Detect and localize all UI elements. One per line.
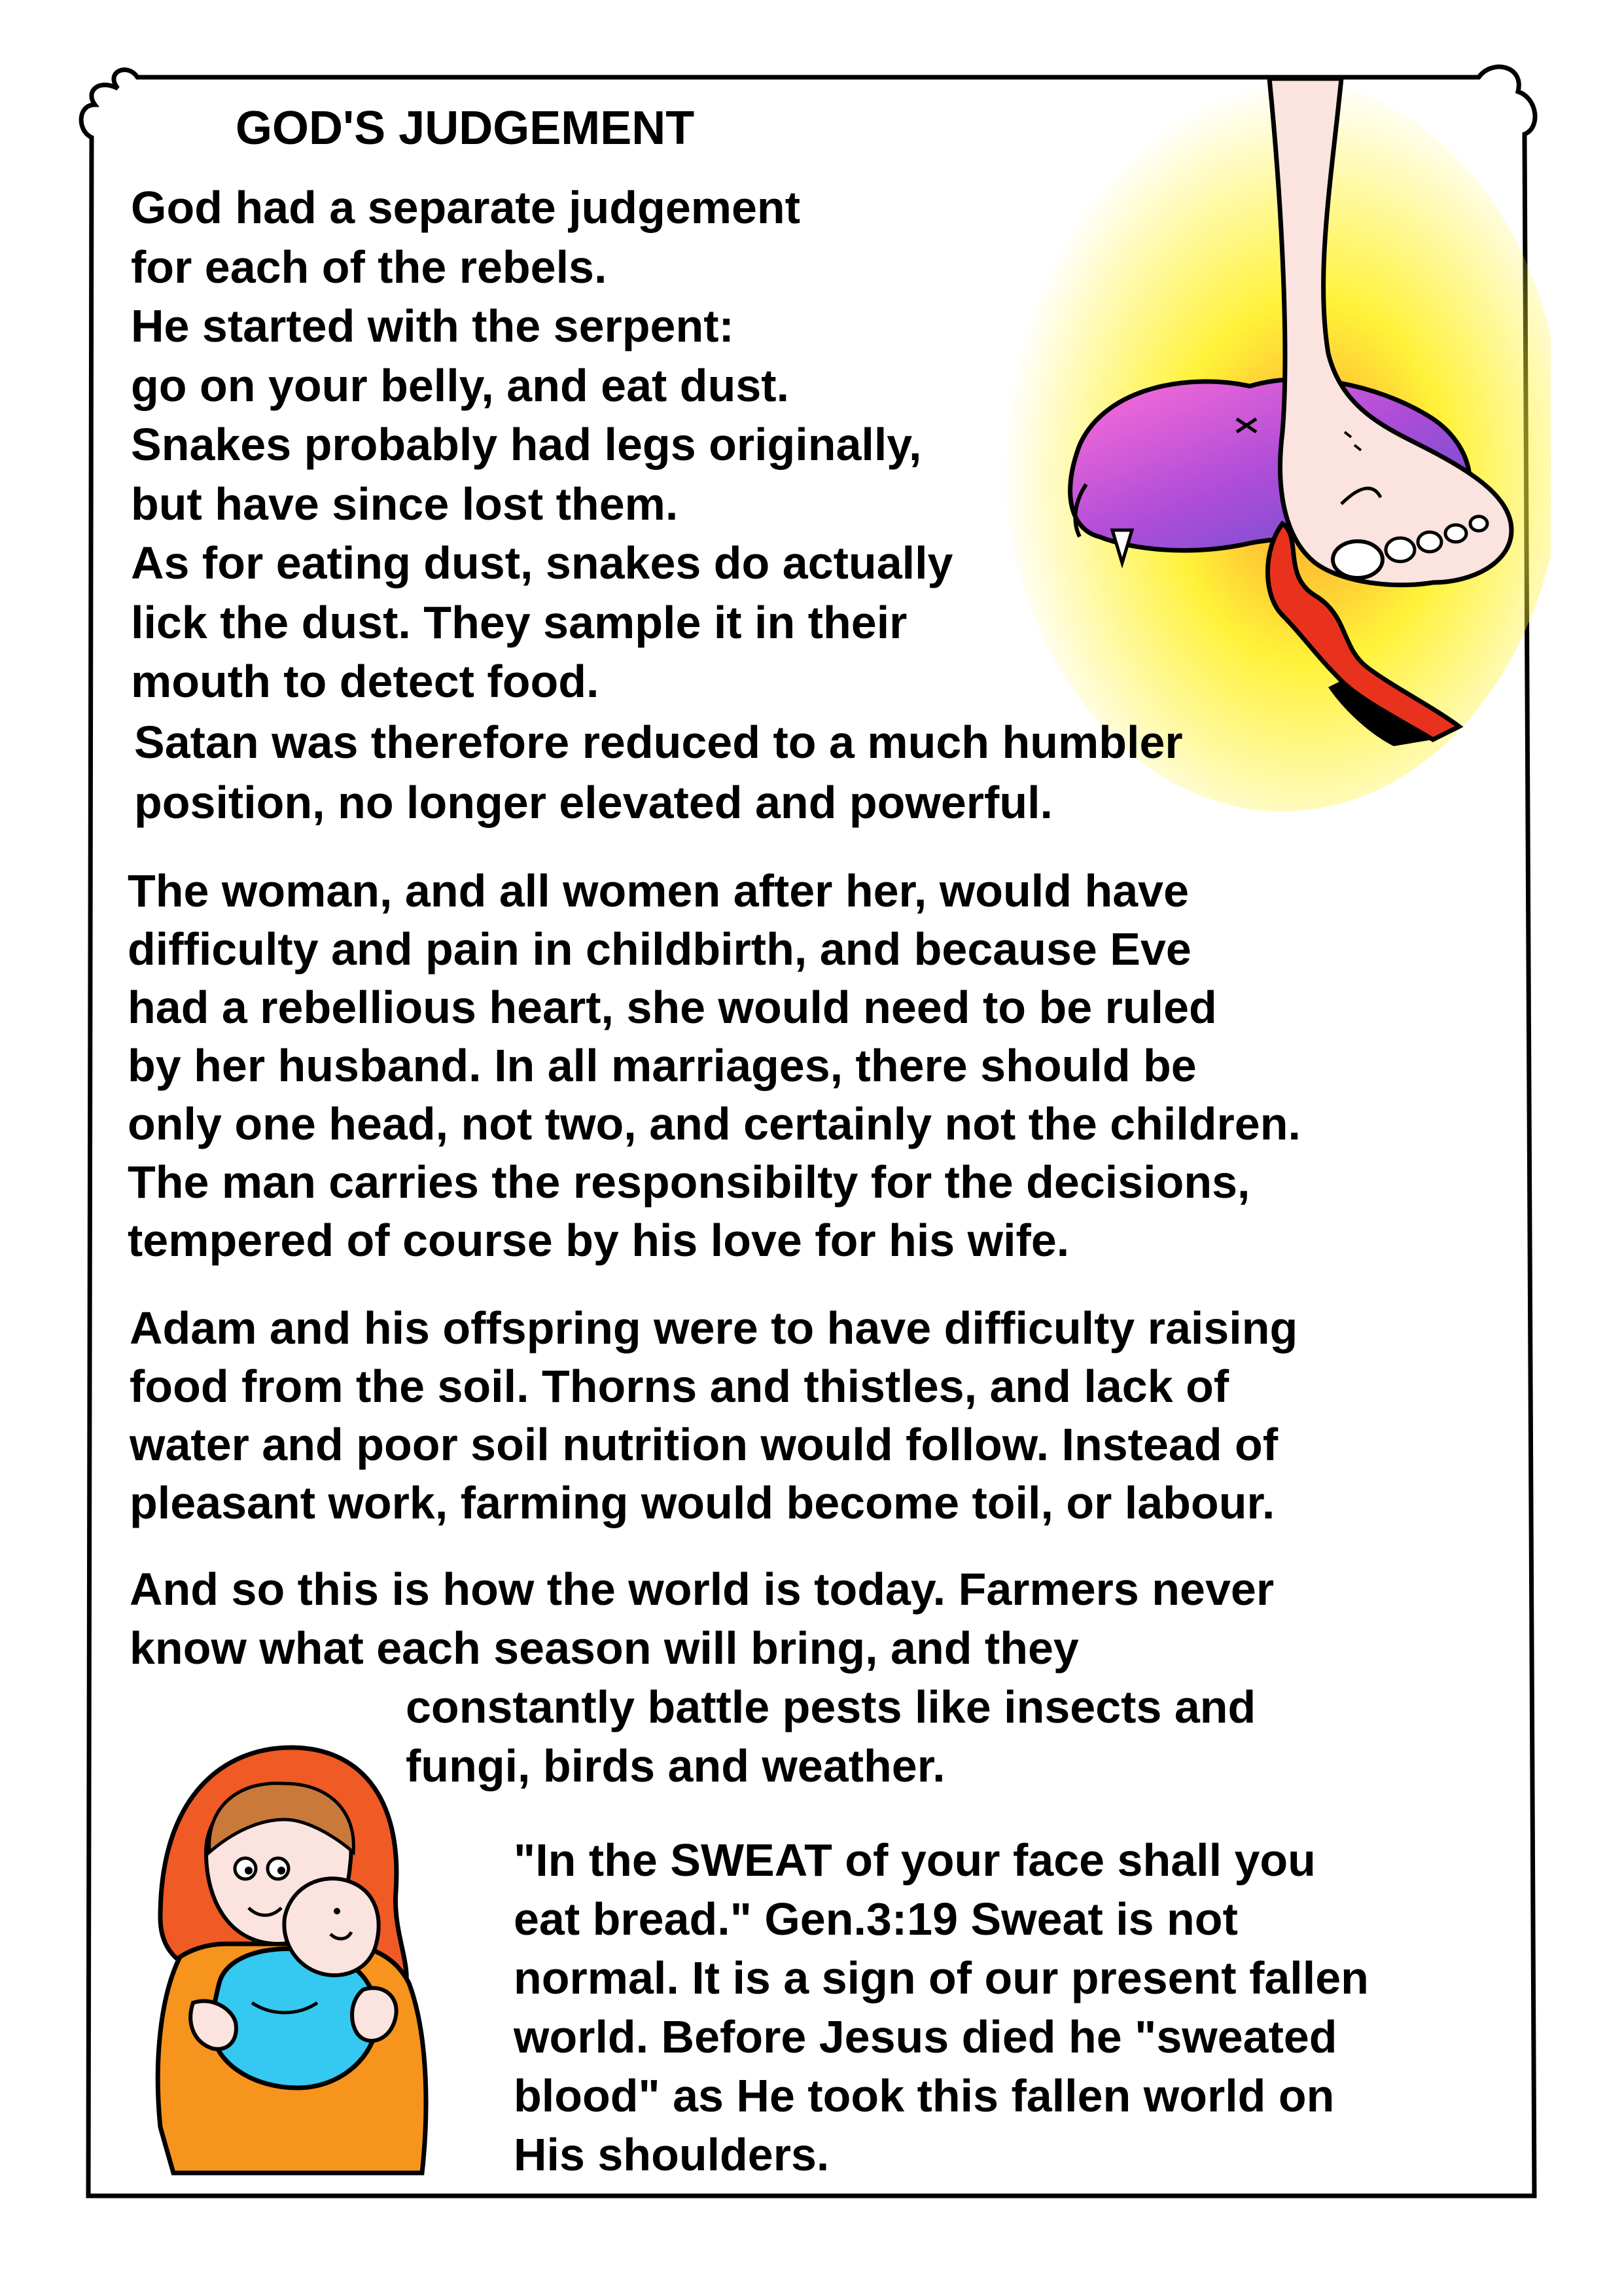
text-line: world. Before Jesus died he "sweated [514, 2011, 1337, 2062]
text-line: fungi, birds and weather. [406, 1740, 945, 1791]
text-line: know what each season will bring, and they [130, 1623, 1079, 1674]
toe [1333, 541, 1383, 578]
satan-paragraph [134, 712, 1183, 833]
text-line: blood" as He took this fallen world on [514, 2070, 1335, 2121]
text-line: go on your belly, and eat dust. [131, 359, 790, 411]
text-line: position, no longer elevated and powerful. [134, 777, 1053, 828]
baby-head [284, 1878, 378, 1975]
text-line: only one head, not two, and certainly not the children. [128, 1098, 1301, 1149]
world-paragraph-continued [406, 1677, 1256, 1795]
text-line: And so this is how the world is today. Farmers never [130, 1564, 1275, 1615]
text-line: lick the dust. They sample it in their [131, 596, 908, 648]
text-line: mouth to detect food. [131, 656, 599, 707]
text-line: His shoulders. [514, 2129, 830, 2180]
text-line: difficulty and pain in childbirth, and because Eve [128, 924, 1192, 975]
foot-crushing-serpent-illustration [975, 79, 1551, 812]
text-line: The man carries the responsibilty for the decisions, [128, 1157, 1250, 1208]
text-line: He started with the serpent: [131, 300, 734, 351]
page-title: GOD'S JUDGEMENT [236, 102, 695, 154]
world-paragraph [130, 1560, 1274, 1677]
text-line: constantly battle pests like insects and [406, 1681, 1256, 1732]
text-line: water and poor soil nutrition would follow. Instead of [130, 1419, 1279, 1470]
text-line: had a rebellious heart, she would need to be ruled [128, 982, 1217, 1033]
text-line: Snakes probably had legs originally, [131, 419, 922, 470]
sweat-quote-paragraph [514, 1831, 1369, 2184]
adam-paragraph [130, 1299, 1297, 1532]
text-line: for each of the rebels. [131, 241, 607, 293]
text-line: "In the SWEAT of your face shall you [514, 1835, 1316, 1886]
text-line: eat bread." Gen.3:19 Sweat is not [514, 1893, 1238, 1945]
text-line: Adam and his offspring were to have difficulty raising [130, 1302, 1298, 1354]
text-line: but have since lost them. [131, 478, 679, 529]
text-line: As for eating dust, snakes do actually [131, 537, 953, 588]
woman-paragraph [128, 862, 1301, 1270]
text-line: tempered of course by his love for his wife. [128, 1215, 1070, 1266]
text-line: by her husband. In all marriages, there should be [128, 1040, 1197, 1091]
text-line: Satan was therefore reduced to a much humbler [134, 717, 1183, 768]
mother-hand-right [352, 1988, 397, 2041]
text-line: pleasant work, farming would become toil, or labour. [130, 1477, 1275, 1528]
intro-paragraph [131, 178, 953, 711]
text-line: The woman, and all women after her, would have [128, 865, 1189, 916]
text-line: normal. It is a sign of our present fallen [514, 1952, 1369, 2003]
text-line: God had a separate judgement [131, 182, 800, 233]
text-line: food from the soil. Thorns and thistles, and lack of [130, 1361, 1229, 1412]
